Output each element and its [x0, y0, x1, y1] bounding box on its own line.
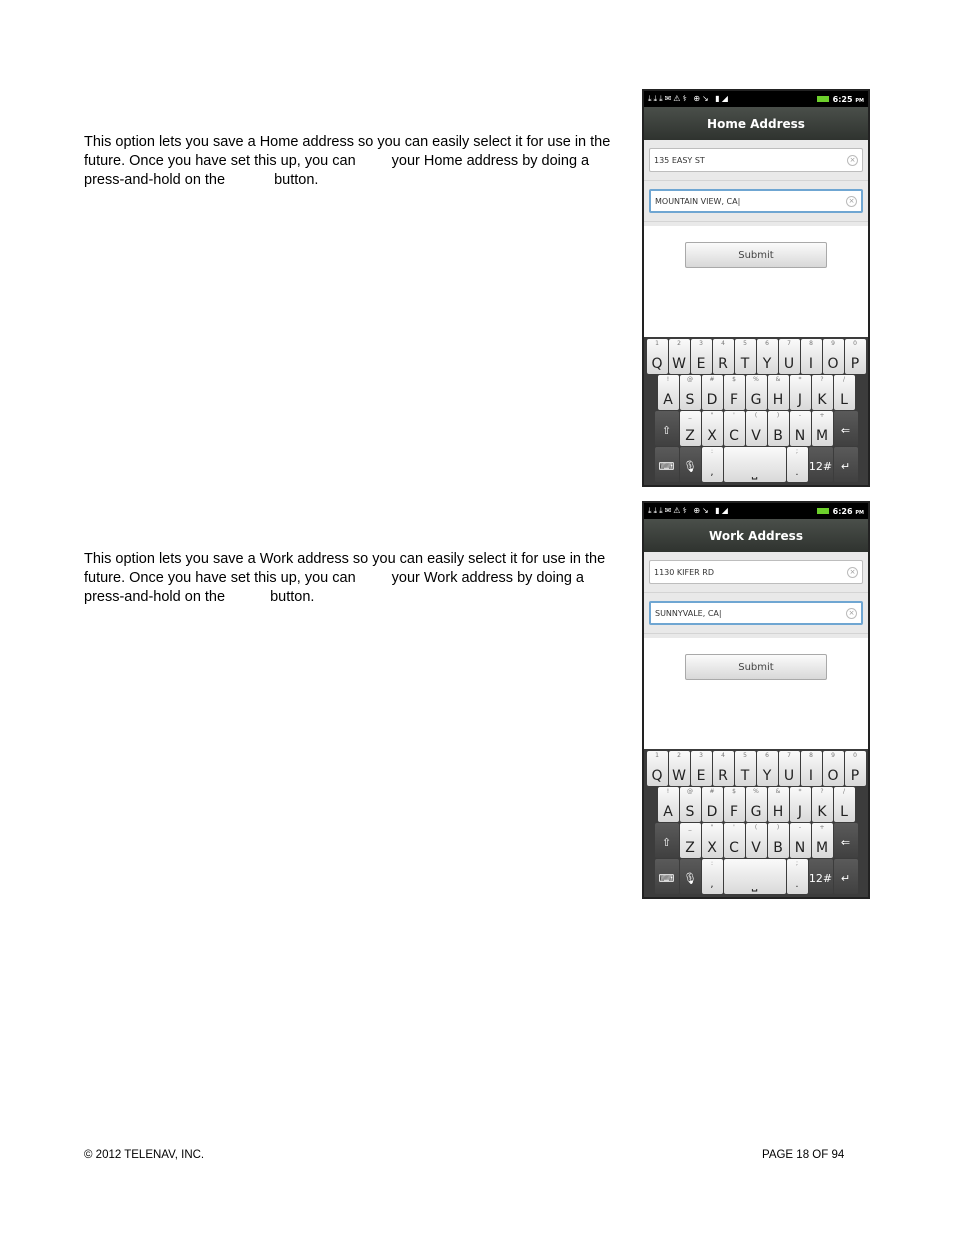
soft-keyboard	[644, 749, 868, 897]
battery-icon	[817, 508, 829, 514]
key-m[interactable]: + M	[812, 411, 833, 446]
enter-icon[interactable]: ↵	[834, 447, 858, 482]
notification-icons: ⤓⤓⤓✉⚠⚕ ⊕↘ ▮◢	[648, 94, 730, 103]
mic-icon[interactable]: 🎙	[680, 447, 701, 482]
key-p[interactable]: 0 P	[845, 339, 866, 374]
status-clock: 6:26 PM	[832, 506, 864, 516]
screen-title: Home Address	[644, 107, 868, 140]
submit-button[interactable]: Submit	[685, 242, 827, 268]
city-field[interactable]	[649, 189, 863, 213]
home-address-description: This option lets you save a Home address so you can easily select it for use in the future. Once you have set this up, you can your Home address by doing a press-and-hold on the button.	[84, 134, 611, 188]
key-h[interactable]: & H	[768, 787, 789, 822]
street-field-value: 1130 KIFER RD	[654, 567, 714, 577]
status-bar	[644, 503, 868, 519]
submit-button[interactable]: Submit	[685, 654, 827, 680]
key-b[interactable]: ) B	[768, 823, 789, 858]
city-field-value: SUNNYVALE, CA	[655, 608, 719, 618]
key-n[interactable]: - N	[790, 823, 811, 858]
clear-icon[interactable]: ×	[846, 196, 857, 207]
key-z[interactable]: _ Z	[680, 823, 701, 858]
key-e[interactable]: 3 E	[691, 751, 712, 786]
home-address-screenshot	[642, 89, 870, 487]
battery-icon	[817, 96, 829, 102]
key-h[interactable]: & H	[768, 375, 789, 410]
comma-key[interactable]: : ,	[702, 859, 723, 894]
key-t[interactable]: 5 T	[735, 339, 756, 374]
key-k[interactable]: ? K	[812, 375, 833, 410]
key-g[interactable]: % G	[746, 787, 767, 822]
space-key[interactable]: ⎵	[724, 859, 786, 894]
city-field-value: MOUNTAIN VIEW, CA	[655, 196, 738, 206]
key-r[interactable]: 4 R	[713, 339, 734, 374]
key-f[interactable]: $ F	[724, 787, 745, 822]
key-u[interactable]: 7 U	[779, 339, 800, 374]
period-key[interactable]: ; .	[787, 447, 808, 482]
key-u[interactable]: 7 U	[779, 751, 800, 786]
status-clock: 6:25 PM	[832, 94, 864, 104]
key-z[interactable]: _ Z	[680, 411, 701, 446]
space-key[interactable]: ⎵	[724, 447, 786, 482]
comma-key[interactable]: : ,	[702, 447, 723, 482]
key-y[interactable]: 6 Y	[757, 339, 778, 374]
key-q[interactable]: 1 Q	[647, 339, 668, 374]
key-e[interactable]: 3 E	[691, 339, 712, 374]
clear-icon[interactable]: ×	[847, 567, 858, 578]
shift-icon[interactable]: ⇧	[655, 411, 679, 446]
key-w[interactable]: 2 W	[669, 751, 690, 786]
key-o[interactable]: 9 O	[823, 751, 844, 786]
street-field[interactable]	[649, 560, 863, 584]
key-q[interactable]: 1 Q	[647, 751, 668, 786]
key-i[interactable]: 8 I	[801, 339, 822, 374]
text-cursor: |	[718, 608, 722, 618]
keyboard-hide-icon[interactable]: ⌨	[655, 859, 679, 894]
key-p[interactable]: 0 P	[845, 751, 866, 786]
key-n[interactable]: - N	[790, 411, 811, 446]
key-b[interactable]: ) B	[768, 411, 789, 446]
street-field[interactable]	[649, 148, 863, 172]
work-address-screenshot	[642, 501, 870, 899]
keyboard-hide-icon[interactable]: ⌨	[655, 447, 679, 482]
key-t[interactable]: 5 T	[735, 751, 756, 786]
numbers-key[interactable]: 12#	[809, 859, 833, 894]
copyright: © 2012 TELENAV, INC.	[84, 1149, 205, 1161]
key-l[interactable]: / L	[834, 787, 855, 822]
page-number: PAGE 18 OF 94	[762, 1149, 845, 1161]
key-g[interactable]: % G	[746, 375, 767, 410]
key-i[interactable]: 8 I	[801, 751, 822, 786]
key-s[interactable]: @ S	[680, 787, 701, 822]
key-w[interactable]: 2 W	[669, 339, 690, 374]
work-address-description: This option lets you save a Work address so you can easily select it for use in the future. Once you have set this up, you can your Work address by doing a press-and-hold on the button.	[84, 551, 606, 605]
clear-icon[interactable]: ×	[847, 155, 858, 166]
key-l[interactable]: / L	[834, 375, 855, 410]
screen-title: Work Address	[644, 519, 868, 552]
mic-icon[interactable]: 🎙	[680, 859, 701, 894]
city-field[interactable]	[649, 601, 863, 625]
key-a[interactable]: ! A	[658, 375, 679, 410]
key-f[interactable]: $ F	[724, 375, 745, 410]
key-y[interactable]: 6 Y	[757, 751, 778, 786]
key-j[interactable]: * J	[790, 375, 811, 410]
key-x[interactable]: " X	[702, 411, 723, 446]
status-bar	[644, 91, 868, 107]
backspace-icon[interactable]: ⇐	[834, 823, 858, 858]
soft-keyboard	[644, 337, 868, 485]
key-o[interactable]: 9 O	[823, 339, 844, 374]
key-m[interactable]: + M	[812, 823, 833, 858]
backspace-icon[interactable]: ⇐	[834, 411, 858, 446]
clear-icon[interactable]: ×	[846, 608, 857, 619]
key-r[interactable]: 4 R	[713, 751, 734, 786]
key-s[interactable]: @ S	[680, 375, 701, 410]
key-k[interactable]: ? K	[812, 787, 833, 822]
key-a[interactable]: ! A	[658, 787, 679, 822]
key-c[interactable]: ' C	[724, 823, 745, 858]
key-d[interactable]: # D	[702, 787, 723, 822]
key-x[interactable]: " X	[702, 823, 723, 858]
street-field-value: 135 EASY ST	[654, 155, 705, 165]
key-v[interactable]: ( V	[746, 411, 767, 446]
text-cursor: |	[737, 196, 741, 206]
period-key[interactable]: ; .	[787, 859, 808, 894]
enter-icon[interactable]: ↵	[834, 859, 858, 894]
numbers-key[interactable]: 12#	[809, 447, 833, 482]
key-j[interactable]: * J	[790, 787, 811, 822]
key-v[interactable]: ( V	[746, 823, 767, 858]
key-c[interactable]: ' C	[724, 411, 745, 446]
shift-icon[interactable]: ⇧	[655, 823, 679, 858]
key-d[interactable]: # D	[702, 375, 723, 410]
notification-icons: ⤓⤓⤓✉⚠⚕ ⊕↘ ▮◢	[648, 506, 730, 515]
